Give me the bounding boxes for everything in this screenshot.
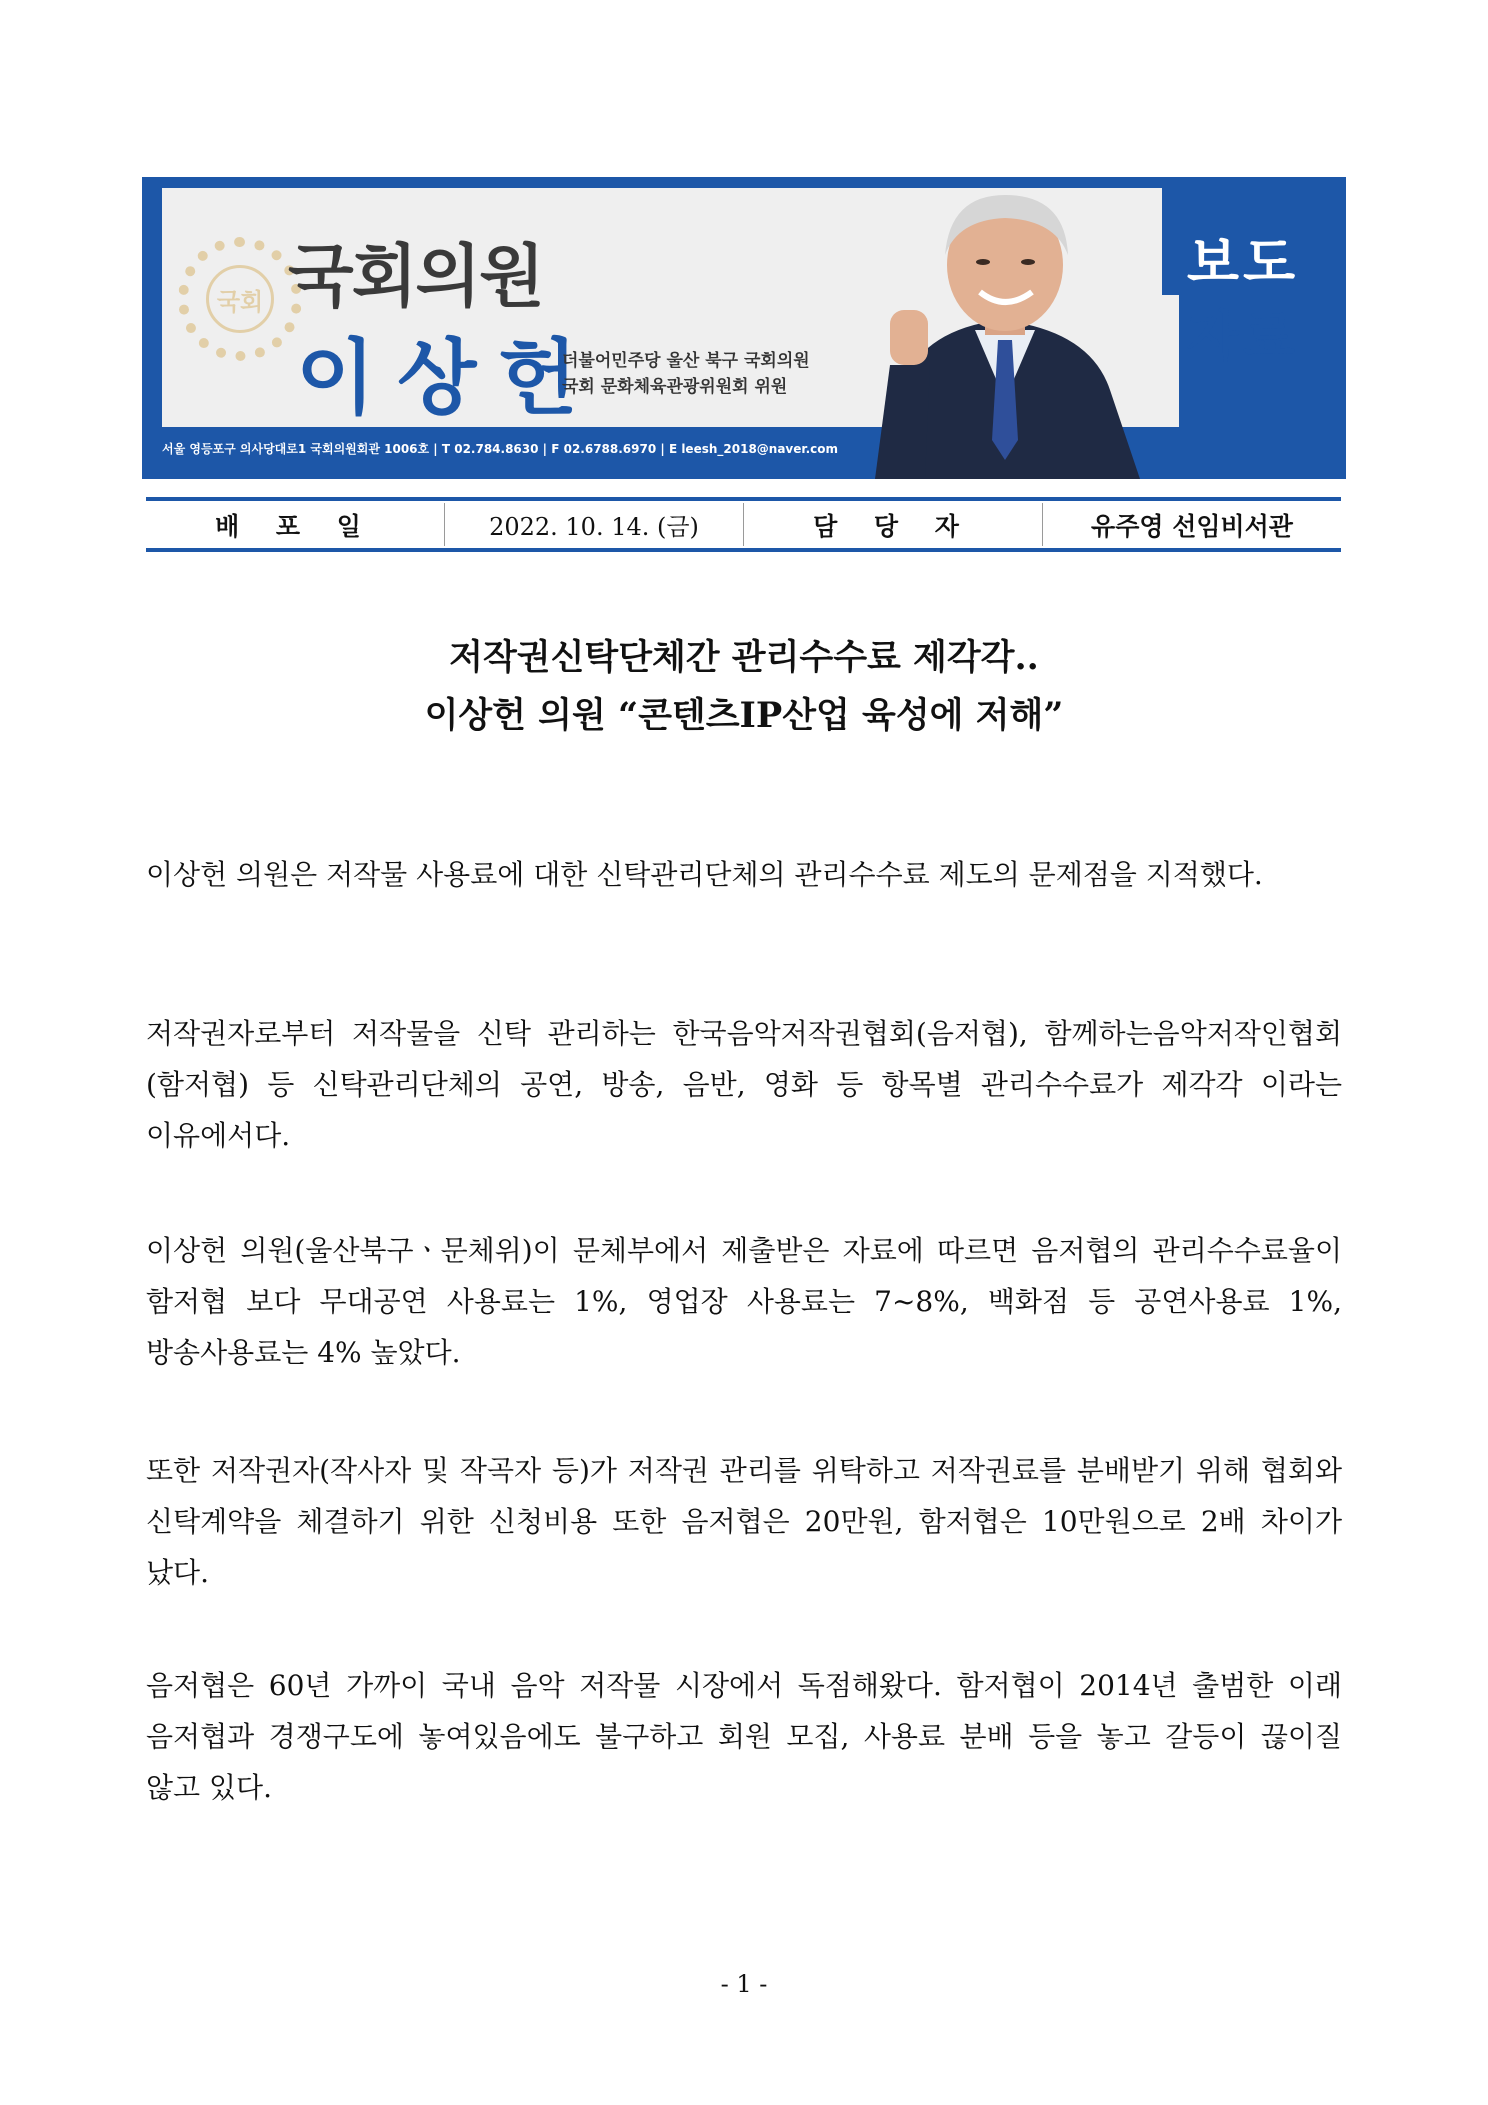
body-paragraph: 음저협은 60년 가까이 국내 음악 저작물 시장에서 독점해왔다. 함저협이 2014년 출범한 이래 음저협과 경쟁구도에 놓여있음에도 불구하고 회원 모집, 사용료 분배 등을 놓고 갈등이 끊이질 않고 있다. (146, 1669, 1342, 1804)
page-number: - 1 - (720, 1970, 768, 1998)
contact-person-value: 유주영 선임비서관 (1091, 511, 1293, 541)
body-paragraph: 또한 저작권자(작사자 및 작곡자 등)가 저작권 관리를 위탁하고 저작권료를 분배받기 위해 협회와 신탁계약을 체결하기 위한 신청비용 또한 음저협은 20만원, 함저협은 10만원으로 2배 차이가 났다. (146, 1454, 1342, 1589)
lawmaker-portrait (840, 180, 1170, 479)
portrait-illustration (840, 180, 1170, 479)
seal-text: 국회 (206, 265, 274, 333)
banner-affiliation-committee: 국회 문화체육관광위원회 위원 (562, 377, 788, 397)
press-release-label-2: 자료 (1186, 305, 1300, 368)
headline-line-1: 저작권신탁단체간 관리수수료 제각각.. (449, 637, 1039, 678)
release-date-label: 배 포 일 (146, 503, 445, 546)
body-paragraph: 이상헌 의원(울산북구ㆍ문체위)이 문체부에서 제출받은 자료에 따르면 음저협의 관리수수료율이 함저협 보다 무대공연 사용료는 1%, 영업장 사용료는 7~8%, 백화점 등 공연사용료 1%, 방송사용료는 4% 높았다. (146, 1234, 1342, 1369)
body-paragraph: 저작권자로부터 저작물을 신탁 관리하는 한국음악저작권협회(음저협), 함께하는음악저작인협회(함저협) 등 신탁관리단체의 공연, 방송, 음반, 영화 등 항목별 관리수수료가 제각각 이라는 이유에서다. (146, 1017, 1342, 1152)
headline-line-2: 이상헌 의원 “콘텐츠IP산업 육성에 저해” (424, 695, 1064, 736)
banner-contact-info: 서울 영등포구 의사당대로1 국회의원회관 1006호 | T 02.784.8630 | F 02.6788.6970 | E leesh_2018@naver.com (162, 442, 839, 456)
banner-name: 이상헌 (296, 331, 600, 426)
banner-title: 국회의원 (288, 238, 543, 317)
body-paragraph: 이상헌 의원은 저작물 사용료에 대한 신탁관리단체의 관리수수료 제도의 문제점을 지적했다. (146, 858, 1263, 891)
release-info-table (146, 497, 1341, 552)
banner-affiliation-party: 더불어민주당 울산 북구 국회의원 (562, 351, 810, 371)
national-assembly-seal-icon (178, 237, 302, 361)
release-date-value: 2022. 10. 14. (금) (445, 503, 744, 546)
press-release-label-1: 보도 (1186, 231, 1300, 294)
contact-person-label: 담 당 자 (744, 503, 1043, 546)
